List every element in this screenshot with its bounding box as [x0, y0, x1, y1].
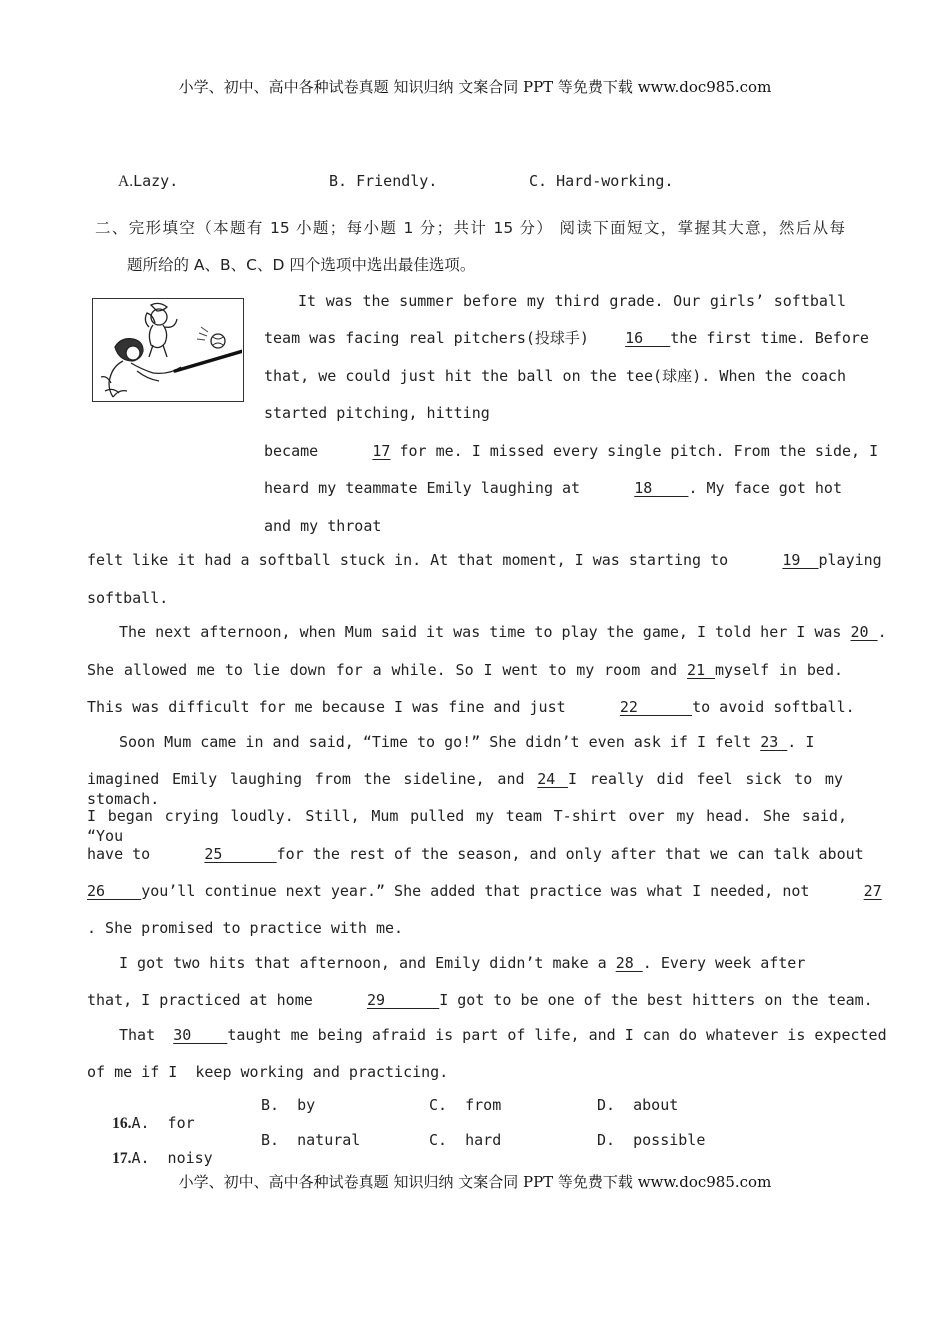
blank-19[interactable]: 19 [782, 551, 819, 569]
blank-26[interactable]: 26 [87, 882, 142, 900]
prev-option-c: C. Hard-working. [529, 172, 674, 190]
question-17 [94, 1131, 213, 1168]
blank-27[interactable]: 27 [863, 882, 882, 900]
text: I got two hits that afternoon, and Emily didn’t make a [119, 954, 607, 972]
passage-line [264, 441, 878, 461]
text: imagined Emily laughing from the sideline, and [87, 770, 525, 788]
page-header: 小学、初中、高中各种试卷真题 知识归纳 文案合同 PPT 等免费下载 www.doc985.com [178, 78, 772, 96]
passage-line [87, 990, 873, 1010]
bat-icon [175, 351, 242, 371]
passage-line [119, 732, 814, 752]
option-d[interactable]: D. possible [597, 1131, 706, 1149]
softball-icon [197, 327, 225, 348]
prev-option-a [118, 171, 178, 192]
passage-line: started pitching, hitting [264, 404, 490, 422]
option-d[interactable]: D. about [597, 1096, 679, 1114]
blank-30[interactable]: 30 [173, 1026, 228, 1044]
passage-line [87, 881, 882, 901]
option-a-text: Lazy. [133, 172, 179, 190]
batter-icon [101, 339, 181, 397]
blank-29[interactable]: 29 [366, 991, 440, 1009]
passage-line [87, 844, 864, 864]
passage-line: that, we could just hit the ball on the tee(球座). When the coach [264, 367, 846, 385]
text: This was difficult for me because I was fine and just [87, 698, 566, 716]
passage-line: I began crying loudly. Still, Mum pulled my team T-shirt over my head. She said, “You [87, 807, 847, 845]
text: became [264, 442, 319, 460]
passage-line: softball. [87, 589, 169, 607]
blank-16[interactable]: 16 [625, 329, 671, 347]
passage-line [87, 550, 882, 570]
text: you’ll continue next year.” She added that practice was what I needed, not [141, 882, 810, 900]
text: . Every week after [642, 954, 806, 972]
blank-18[interactable]: 18 [634, 479, 689, 497]
passage-line [264, 328, 869, 348]
text: the first time. Before [670, 329, 869, 347]
text: I got to be one of the best hitters on the team. [439, 991, 873, 1009]
text: . [877, 623, 887, 641]
softball-illustration [92, 298, 244, 402]
option-b[interactable]: B. natural [261, 1131, 361, 1149]
passage-line [264, 478, 842, 498]
prev-option-b: B. Friendly. [329, 172, 438, 190]
blank-28[interactable]: 28 [615, 954, 643, 972]
option-a[interactable]: A. noisy [131, 1149, 213, 1167]
text: team was facing real pitchers(投球手) [264, 329, 589, 347]
option-b[interactable]: B. by [261, 1096, 316, 1114]
text: The next afternoon, when Mum said it was time to play the game, I told her I was [119, 623, 842, 641]
blank-24[interactable]: 24 [537, 770, 569, 788]
passage-line [119, 622, 887, 642]
passage-line [119, 953, 805, 973]
text: . I [787, 733, 815, 751]
question-16 [94, 1096, 195, 1133]
option-c[interactable]: C. hard [429, 1131, 502, 1149]
option-c[interactable]: C. from [429, 1096, 502, 1114]
section-instructions-line2: 题所给的 A、B、C、D 四个选项中选出最佳选项。 [127, 256, 476, 274]
text: felt like it had a softball stuck in. At that moment, I was starting to [87, 551, 729, 569]
text: . My face got hot [688, 479, 842, 497]
text: playing [818, 551, 882, 569]
option-a-label: A. [118, 173, 134, 190]
text: I really did feel sick to my stomach. [87, 770, 843, 808]
passage-line: and my throat [264, 517, 382, 535]
text: to avoid softball. [692, 698, 855, 716]
blank-17[interactable]: 17 [372, 442, 391, 460]
passage-line [87, 660, 843, 680]
question-number: 17. [112, 1150, 132, 1167]
text: That [119, 1026, 156, 1044]
text: for me. I missed every single pitch. From the side, I [390, 442, 879, 460]
passage-line [87, 769, 843, 809]
blank-23[interactable]: 23 [760, 733, 788, 751]
text: taught me being afraid is part of life, and I can do whatever is expected [227, 1026, 887, 1044]
text: myself in bed. [714, 661, 844, 679]
blank-22[interactable]: 22 [619, 698, 693, 716]
passage-line [119, 1025, 887, 1045]
blank-21[interactable]: 21 [687, 661, 715, 679]
passage-line: It was the summer before my third grade. Our girls’ softball [298, 292, 846, 310]
page-footer: 小学、初中、高中各种试卷真题 知识归纳 文案合同 PPT 等免费下载 www.doc985.com [178, 1173, 772, 1191]
text: heard my teammate Emily laughing at [264, 479, 581, 497]
passage-line [87, 697, 855, 717]
text: have to [87, 845, 151, 863]
passage-line: . She promised to practice with me. [87, 919, 404, 937]
text: for the rest of the season, and only after that we can talk about [276, 845, 864, 863]
pitcher-icon [145, 303, 177, 357]
text: She allowed me to lie down for a while. So I went to my room and [87, 661, 678, 679]
passage-line: of me if I keep working and practicing. [87, 1063, 449, 1081]
question-number: 16. [112, 1115, 132, 1132]
blank-25[interactable]: 25 [204, 845, 277, 863]
text: Soon Mum came in and said, “Time to go!” She didn’t even ask if I felt [119, 733, 752, 751]
section-instructions-line1: 二、完形填空（本题有 15 小题；每小题 1 分；共计 15 分） 阅读下面短文，掌握其大意，然后从每 [95, 219, 845, 237]
text: that, I practiced at home [87, 991, 313, 1009]
blank-20[interactable]: 20 [850, 623, 878, 641]
option-a[interactable]: A. for [131, 1114, 195, 1132]
